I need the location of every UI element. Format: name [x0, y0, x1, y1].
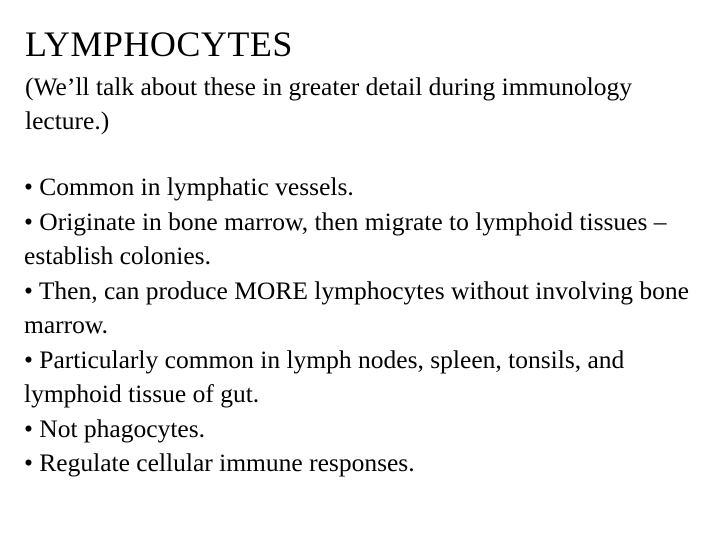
bullet-item: • Originate in bone marrow, then migrate to lymphoid tissues – establish colonies. [24, 206, 667, 270]
bullet-item: • Common in lymphatic vessels. [24, 172, 354, 201]
bullet-item: • Not phagocytes. [24, 413, 206, 443]
bullet-item: • Then, can produce MORE lymphocytes without involving bone marrow. [24, 275, 689, 339]
bullet-item: • Regulate cellular immune responses. [24, 448, 415, 477]
slide-subtitle-note: (We’ll talk about these in greater detail during immunology lecture.) [25, 72, 632, 135]
bullet-item: • Particularly common in lymph nodes, spleen, tonsils, and lymphoid tissue of gut. [24, 344, 625, 408]
bullet-list [24, 170, 710, 481]
slide-title: LYMPHOCYTES [25, 24, 293, 64]
